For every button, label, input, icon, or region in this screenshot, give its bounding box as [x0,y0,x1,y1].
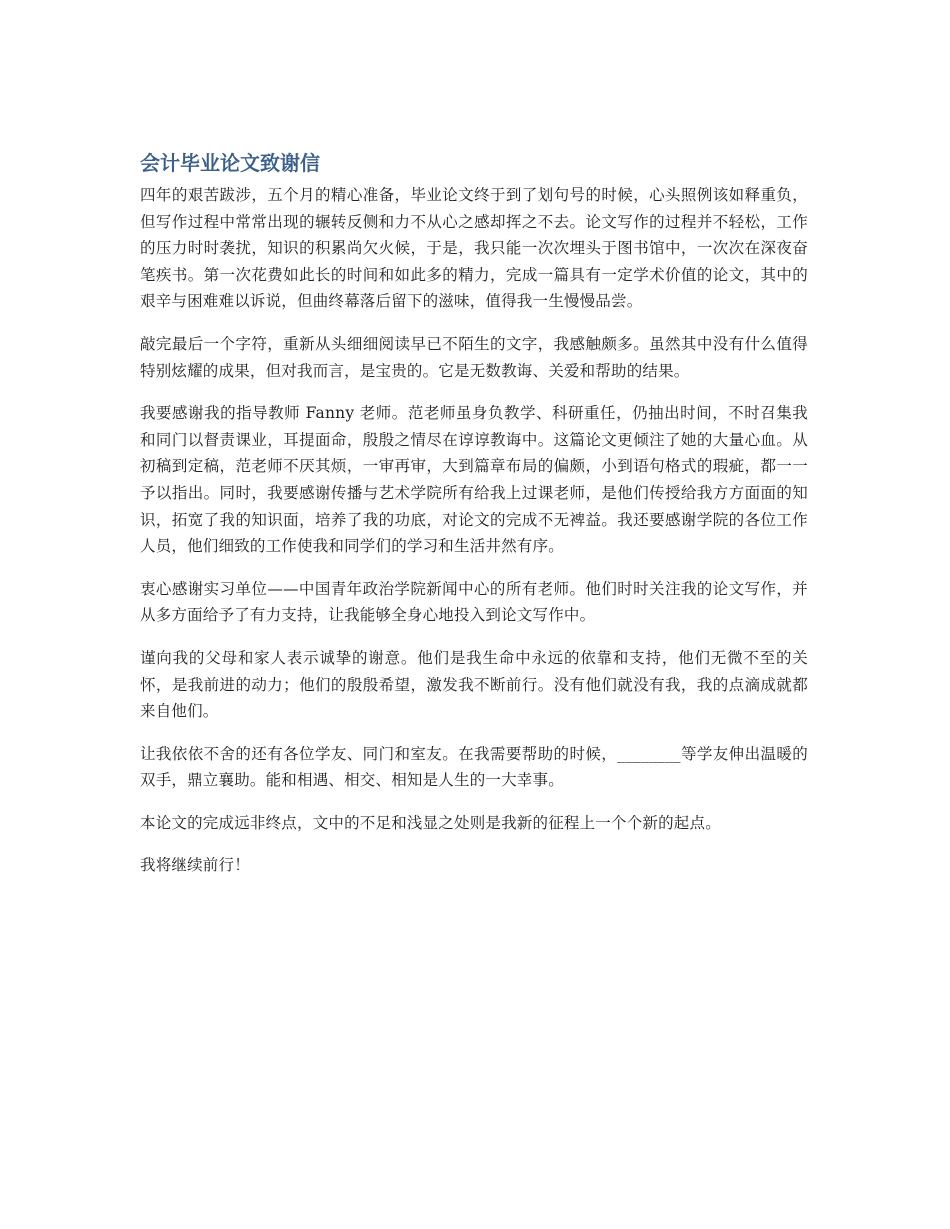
paragraph-1: 四年的艰苦跋涉，五个月的精心准备，毕业论文终于到了划句号的时候，心头照例该如释重负，但写作过程中常常出现的辗转反侧和力不从心之感却挥之不去。论文写作的过程并不轻松，工作的压力时时袭扰，知识的积累尚欠火候，于是，我只能一次次埋头于图书馆中，一次次在深夜奋笔疾书。第一次花费如此长的时间和如此多的精力，完成一篇具有一定学术价值的论文，其中的艰辛与困难难以诉说，但曲终幕落后留下的滋味，值得我一生慢慢品尝。 [140,186,808,311]
paragraph-5: 谨向我的父母和家人表示诚挚的谢意。他们是我生命中永远的依靠和支持，他们无微不至的关怀，是我前进的动力；他们的殷殷希望，激发我不断前行。没有他们就没有我，我的点滴成就都来自他们。 [140,648,808,721]
paragraph-3: 我要感谢我的指导教师 Fanny 老师。范老师虽身负教学、科研重任，仍抽出时间，不时召集我和同门以督责课业，耳提面命，殷殷之情尽在谆谆教诲中。这篇论文更倾注了她的大量心血。从初稿到定稿，范老师不厌其烦，一审再审，大到篇章布局的偏颇，小到语句格式的瑕疵，都一一予以指出。同时，我要感谢传播与艺术学院所有给我上过课老师，是他们传授给我方方面面的知识，拓宽了我的知识面，培养了我的功底，对论文的完成不无裨益。我还要感谢学院的各位工作人员，他们细致的工作使我和同学们的学习和生活井然有序。 [140,404,808,556]
document-page [140,148,808,895]
paragraph-7: 本论文的完成远非终点，文中的不足和浅显之处则是我新的征程上一个个新的起点。 [140,813,721,832]
paragraph-6: 让我依依不舍的还有各位学友、同门和室友。在我需要帮助的时候，________等学友伸出温暖的双手，鼎立襄助。能和相遇、相交、相知是人生的一大幸事。 [140,744,808,790]
paragraph-8: 我将继续前行！ [140,856,250,875]
paragraph-2: 敲完最后一个字符，重新从头细细阅读早已不陌生的文字，我感触颇多。虽然其中没有什么值得特别炫耀的成果，但对我而言，是宝贵的。它是无数教诲、关爱和帮助的结果。 [140,334,808,380]
document-title: 会计毕业论文致谢信 [140,151,320,175]
paragraph-4: 衷心感谢实习单位——中国青年政治学院新闻中心的所有老师。他们时时关注我的论文写作，并从多方面给予了有力支持，让我能够全身心地投入到论文写作中。 [140,579,808,625]
